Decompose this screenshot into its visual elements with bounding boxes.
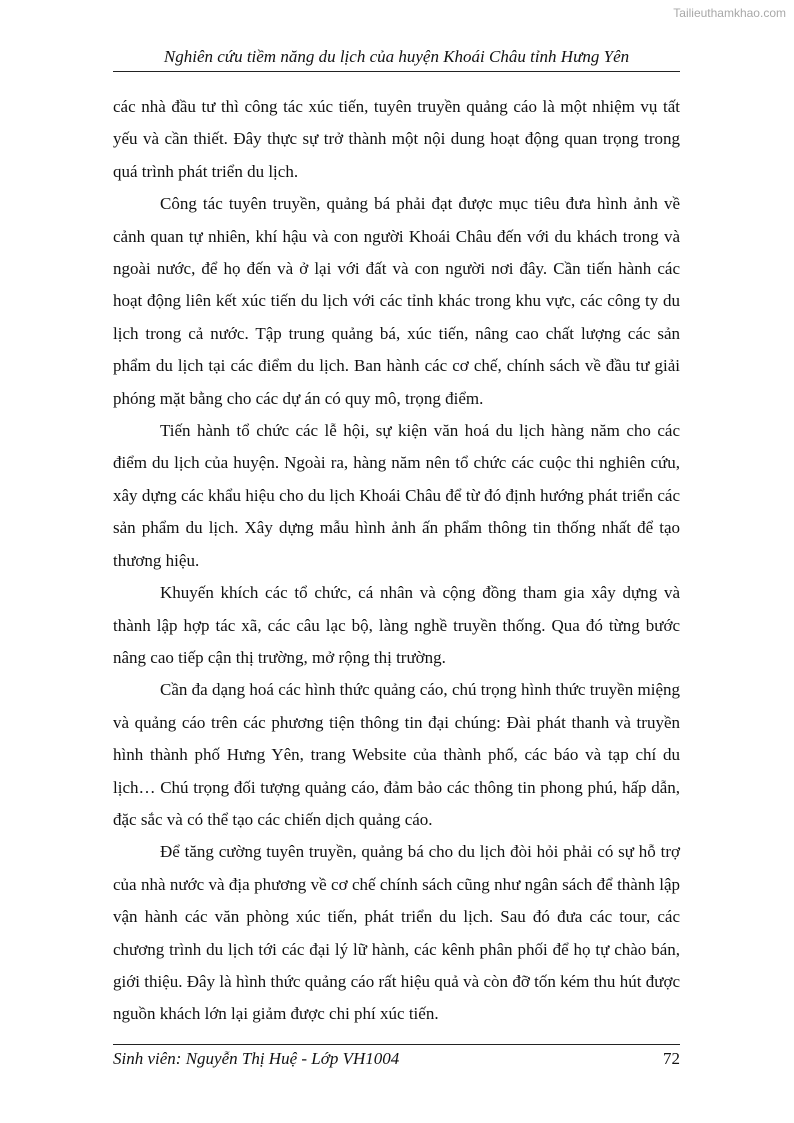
watermark-text: Tailieuthamkhao.com: [673, 6, 786, 20]
paragraph-2: Công tác tuyên truyền, quảng bá phải đạt được mục tiêu đưa hình ảnh về cảnh quan tự nhiên, khí hậu và con người Khoái Châu đến với du khách trong và ngoài nước, để họ đến và ở lại với đất và con người nơi đây. Cần tiến hành các hoạt động liên kết xúc tiến du lịch với các tỉnh khác trong khu vực, các công ty du lịch trong cả nước. Tập trung quảng bá, xúc tiến, nâng cao chất lượng các sản phẩm du lịch tại các điểm du lịch. Ban hành các cơ chế, chính sách về đầu tư giải phóng mặt bằng cho các dự án có quy mô, trọng điểm.: [113, 194, 680, 408]
running-header: Nghiên cứu tiềm năng du lịch của huyện Khoái Châu tỉnh Hưng Yên: [113, 47, 680, 72]
page-number: 72: [663, 1049, 680, 1068]
paragraph-3: Tiến hành tổ chức các lễ hội, sự kiện văn hoá du lịch hàng năm cho các điểm du lịch của huyện. Ngoài ra, hàng năm nên tổ chức các cuộc thi nghiên cứu, xây dựng các khẩu hiệu cho du lịch Khoái Châu để từ đó định hướng phát triển các sản phẩm du lịch. Xây dựng mẫu hình ảnh ấn phẩm thông tin thống nhất để tạo thương hiệu.: [113, 421, 680, 570]
paragraph-5: Cần đa dạng hoá các hình thức quảng cáo, chú trọng hình thức truyền miệng và quảng cáo trên các phương tiện thông tin đại chúng: Đài phát thanh và truyền hình thành phố Hưng Yên, trang Website của thành phố, các báo và tạp chí du lịch… Chú trọng đối tượng quảng cáo, đảm bảo các thông tin phong phú, hấp dẫn, đặc sắc và có thể tạo các chiến dịch quảng cáo.: [113, 680, 680, 829]
student-info: Sinh viên: Nguyễn Thị Huệ - Lớp VH1004: [113, 1049, 400, 1068]
running-footer: [113, 1044, 680, 1069]
paragraph-1: các nhà đầu tư thì công tác xúc tiến, tuyên truyền quảng cáo là một nhiệm vụ tất yếu và cần thiết. Đây thực sự trở thành một nội dung hoạt động quan trọng trong quá trình phát triển du lịch.: [113, 97, 680, 181]
page-body: [113, 91, 680, 1031]
paragraph-4: Khuyến khích các tổ chức, cá nhân và cộng đồng tham gia xây dựng và thành lập hợp tác xã, các câu lạc bộ, làng nghề truyền thống. Qua đó từng bước nâng cao tiếp cận thị trường, mở rộng thị trường.: [113, 583, 680, 667]
paragraph-6: Để tăng cường tuyên truyền, quảng bá cho du lịch đòi hỏi phải có sự hỗ trợ của nhà nước và địa phương về cơ chế chính sách cũng như ngân sách để thành lập vận hành các văn phòng xúc tiến, phát triển du lịch. Sau đó đưa các tour, các chương trình du lịch tới các đại lý lữ hành, các kênh phân phối để họ tự chào bán, giới thiệu. Đây là hình thức quảng cáo rất hiệu quả và còn đỡ tốn kém thu hút được nguồn khách lớn lại giảm được chi phí xúc tiến.: [113, 842, 680, 1024]
